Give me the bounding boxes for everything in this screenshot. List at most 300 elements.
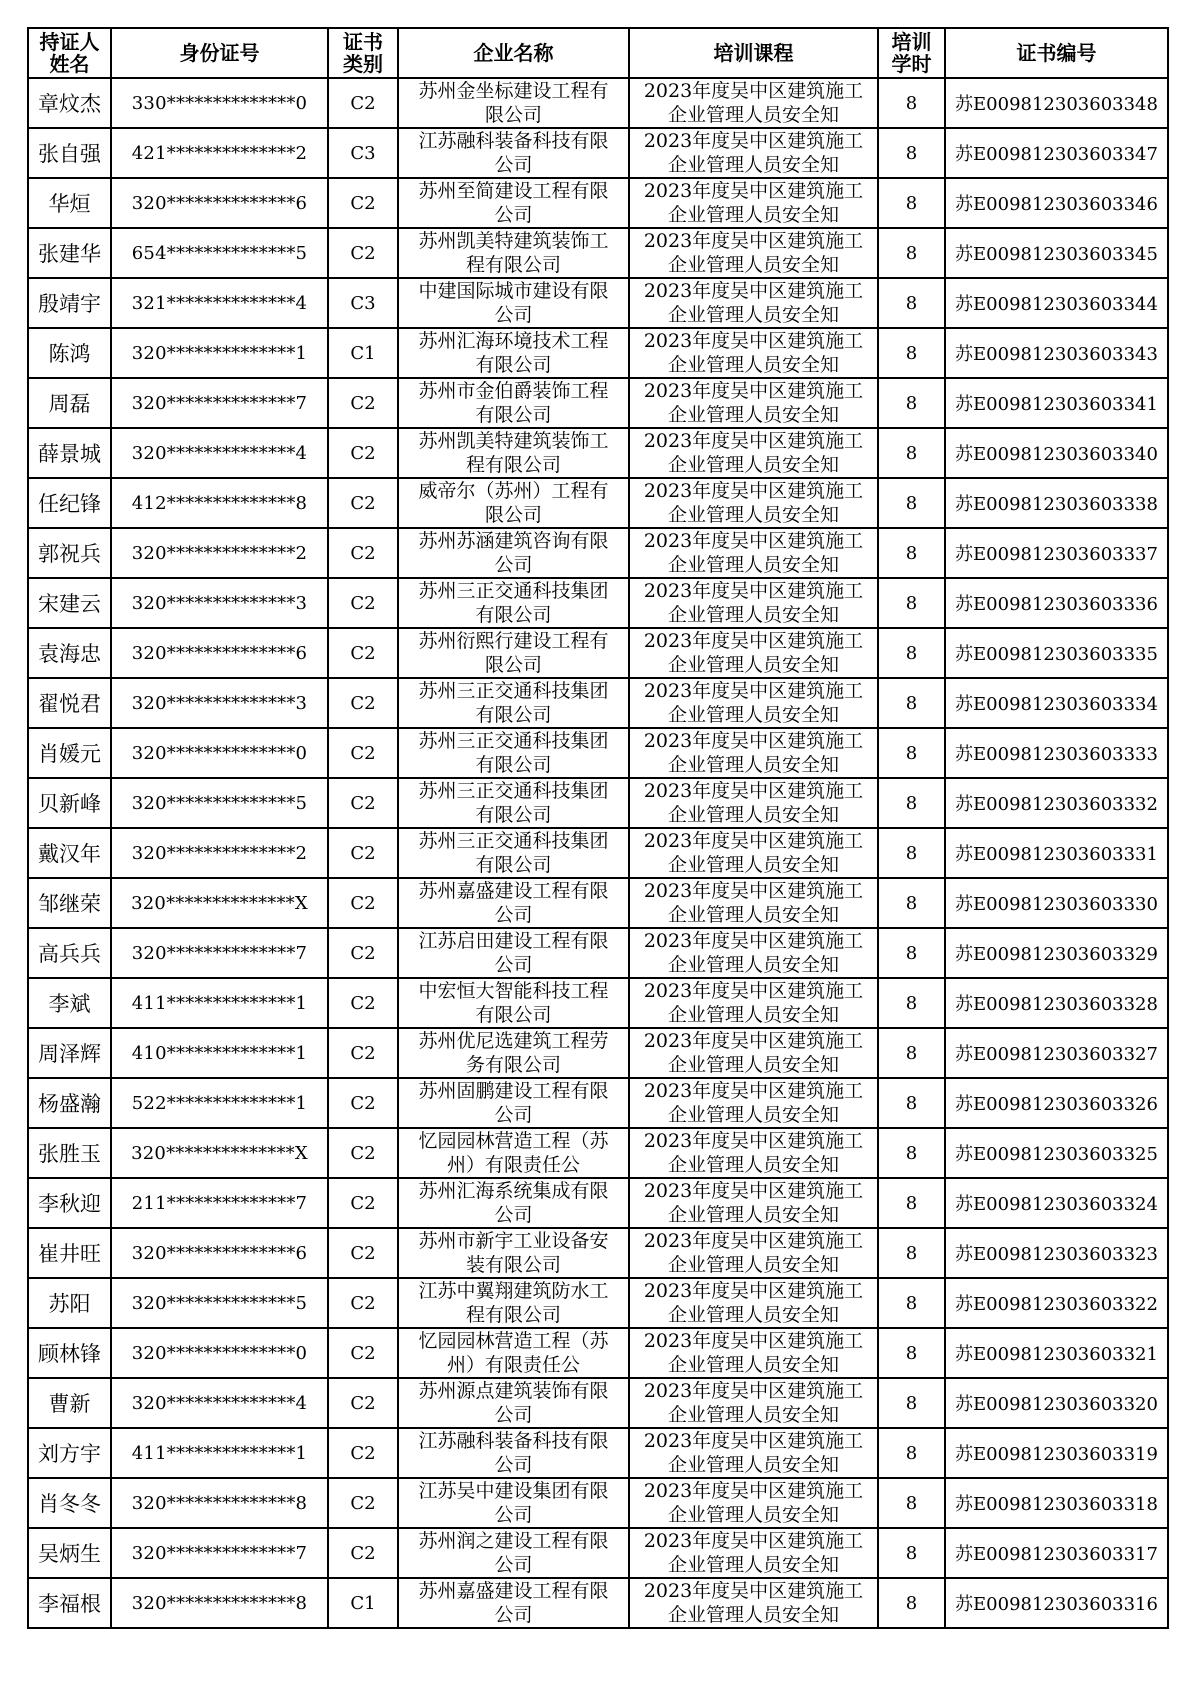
course-text: 2023年度吴中区建筑施工企业管理人员安全知 bbox=[643, 80, 864, 126]
course-text: 2023年度吴中区建筑施工企业管理人员安全知 bbox=[643, 1130, 864, 1176]
cell-certno: 苏E009812303603322 bbox=[945, 1278, 1168, 1328]
cell-certno: 苏E009812303603321 bbox=[945, 1328, 1168, 1378]
cell-type: C1 bbox=[328, 328, 398, 378]
cell-certno: 苏E009812303603336 bbox=[945, 578, 1168, 628]
cell-type: C2 bbox=[328, 1228, 398, 1278]
cell-name: 陈鸿 bbox=[28, 328, 111, 378]
cell-name: 殷靖宇 bbox=[28, 278, 111, 328]
cell-company bbox=[398, 828, 629, 878]
course-text: 2023年度吴中区建筑施工企业管理人员安全知 bbox=[643, 630, 864, 676]
cell-company bbox=[398, 1228, 629, 1278]
course-text: 2023年度吴中区建筑施工企业管理人员安全知 bbox=[643, 580, 864, 626]
cell-company bbox=[398, 1328, 629, 1378]
cell-certno: 苏E009812303603323 bbox=[945, 1228, 1168, 1278]
table-row bbox=[28, 328, 1168, 378]
cell-certno: 苏E009812303603335 bbox=[945, 628, 1168, 678]
cell-course bbox=[629, 1578, 878, 1628]
cell-certno: 苏E009812303603319 bbox=[945, 1428, 1168, 1478]
header-row bbox=[28, 28, 1168, 78]
cell-name: 高兵兵 bbox=[28, 928, 111, 978]
course-text: 2023年度吴中区建筑施工企业管理人员安全知 bbox=[643, 1280, 864, 1326]
company-text: 苏州嘉盛建设工程有限公司 bbox=[418, 880, 609, 926]
cell-type: C2 bbox=[328, 78, 398, 128]
cell-type: C2 bbox=[328, 578, 398, 628]
cell-hours: 8 bbox=[878, 1278, 945, 1328]
cell-company bbox=[398, 778, 629, 828]
table-row bbox=[28, 1128, 1168, 1178]
company-text: 忆园园林营造工程（苏州）有限责任公 bbox=[418, 1130, 609, 1176]
cell-company bbox=[398, 328, 629, 378]
course-text: 2023年度吴中区建筑施工企业管理人员安全知 bbox=[643, 430, 864, 476]
cell-company bbox=[398, 1128, 629, 1178]
header-id: 身份证号 bbox=[111, 28, 328, 78]
company-text: 苏州苏涵建筑咨询有限公司 bbox=[418, 530, 609, 576]
cell-hours: 8 bbox=[878, 278, 945, 328]
cell-name: 苏阳 bbox=[28, 1278, 111, 1328]
cell-type: C2 bbox=[328, 1178, 398, 1228]
cell-type: C2 bbox=[328, 1528, 398, 1578]
cell-course bbox=[629, 278, 878, 328]
cell-hours: 8 bbox=[878, 128, 945, 178]
header-company: 企业名称 bbox=[398, 28, 629, 78]
cell-certno: 苏E009812303603316 bbox=[945, 1578, 1168, 1628]
company-text: 苏州三正交通科技集团有限公司 bbox=[418, 580, 609, 626]
cell-name: 崔井旺 bbox=[28, 1228, 111, 1278]
cell-type: C2 bbox=[328, 978, 398, 1028]
cell-id: 320**************4 bbox=[111, 428, 328, 478]
cell-name: 李斌 bbox=[28, 978, 111, 1028]
company-text: 苏州三正交通科技集团有限公司 bbox=[418, 680, 609, 726]
company-text: 江苏吴中建设集团有限公司 bbox=[418, 1480, 609, 1526]
cell-hours: 8 bbox=[878, 728, 945, 778]
cell-hours: 8 bbox=[878, 378, 945, 428]
cell-name: 华烜 bbox=[28, 178, 111, 228]
cell-type: C2 bbox=[328, 1028, 398, 1078]
table-row bbox=[28, 628, 1168, 678]
course-text: 2023年度吴中区建筑施工企业管理人员安全知 bbox=[643, 830, 864, 876]
cell-name: 曹新 bbox=[28, 1378, 111, 1428]
table-row bbox=[28, 378, 1168, 428]
cell-hours: 8 bbox=[878, 1378, 945, 1428]
cell-certno: 苏E009812303603344 bbox=[945, 278, 1168, 328]
company-text: 苏州汇海系统集成有限公司 bbox=[418, 1180, 609, 1226]
cell-course bbox=[629, 528, 878, 578]
cell-certno: 苏E009812303603327 bbox=[945, 1028, 1168, 1078]
cell-type: C3 bbox=[328, 278, 398, 328]
cell-type: C2 bbox=[328, 1378, 398, 1428]
cell-certno: 苏E009812303603337 bbox=[945, 528, 1168, 578]
company-text: 苏州凯美特建筑装饰工程有限公司 bbox=[418, 230, 609, 276]
cell-id: 320**************6 bbox=[111, 1228, 328, 1278]
cell-company bbox=[398, 978, 629, 1028]
course-text: 2023年度吴中区建筑施工企业管理人员安全知 bbox=[643, 980, 864, 1026]
cell-course bbox=[629, 778, 878, 828]
cell-name: 郭祝兵 bbox=[28, 528, 111, 578]
cell-course bbox=[629, 1528, 878, 1578]
cell-certno: 苏E009812303603332 bbox=[945, 778, 1168, 828]
cell-company bbox=[398, 728, 629, 778]
table-row bbox=[28, 778, 1168, 828]
cell-company bbox=[398, 528, 629, 578]
cell-hours: 8 bbox=[878, 1078, 945, 1128]
cell-company bbox=[398, 178, 629, 228]
cell-type: C2 bbox=[328, 878, 398, 928]
cell-company bbox=[398, 628, 629, 678]
cell-hours: 8 bbox=[878, 1528, 945, 1578]
table-row bbox=[28, 878, 1168, 928]
cell-id: 320**************X bbox=[111, 878, 328, 928]
table-row bbox=[28, 478, 1168, 528]
company-text: 江苏融科装备科技有限公司 bbox=[418, 1430, 609, 1476]
course-text: 2023年度吴中区建筑施工企业管理人员安全知 bbox=[643, 1480, 864, 1526]
certificate-table bbox=[27, 27, 1169, 1629]
cell-course bbox=[629, 928, 878, 978]
cell-hours: 8 bbox=[878, 578, 945, 628]
course-text: 2023年度吴中区建筑施工企业管理人员安全知 bbox=[643, 1580, 864, 1626]
table-row bbox=[28, 1578, 1168, 1628]
table-row bbox=[28, 178, 1168, 228]
cell-company bbox=[398, 928, 629, 978]
cell-id: 320**************7 bbox=[111, 928, 328, 978]
table-row bbox=[28, 428, 1168, 478]
company-text: 忆园园林营造工程（苏州）有限责任公 bbox=[418, 1330, 609, 1376]
cell-id: 411**************1 bbox=[111, 978, 328, 1028]
header-certno: 证书编号 bbox=[945, 28, 1168, 78]
cell-certno: 苏E009812303603348 bbox=[945, 78, 1168, 128]
cell-hours: 8 bbox=[878, 1128, 945, 1178]
cell-hours: 8 bbox=[878, 878, 945, 928]
cell-hours: 8 bbox=[878, 1478, 945, 1528]
table-row bbox=[28, 928, 1168, 978]
cell-certno: 苏E009812303603318 bbox=[945, 1478, 1168, 1528]
table-row bbox=[28, 1328, 1168, 1378]
cell-type: C2 bbox=[328, 828, 398, 878]
course-text: 2023年度吴中区建筑施工企业管理人员安全知 bbox=[643, 930, 864, 976]
cell-name: 肖媛元 bbox=[28, 728, 111, 778]
company-text: 苏州三正交通科技集团有限公司 bbox=[418, 730, 609, 776]
cell-hours: 8 bbox=[878, 78, 945, 128]
cell-id: 320**************7 bbox=[111, 1528, 328, 1578]
cell-course bbox=[629, 1428, 878, 1478]
cell-name: 宋建云 bbox=[28, 578, 111, 628]
cell-id: 320**************8 bbox=[111, 1578, 328, 1628]
company-text: 苏州至简建设工程有限公司 bbox=[418, 180, 609, 226]
cell-id: 320**************5 bbox=[111, 1278, 328, 1328]
cell-type: C2 bbox=[328, 178, 398, 228]
cell-hours: 8 bbox=[878, 328, 945, 378]
cell-type: C2 bbox=[328, 1428, 398, 1478]
cell-company bbox=[398, 1478, 629, 1528]
table-row bbox=[28, 78, 1168, 128]
cell-hours: 8 bbox=[878, 178, 945, 228]
cell-id: 320**************0 bbox=[111, 1328, 328, 1378]
cell-certno: 苏E009812303603343 bbox=[945, 328, 1168, 378]
cell-name: 翟悦君 bbox=[28, 678, 111, 728]
cell-id: 330**************0 bbox=[111, 78, 328, 128]
course-text: 2023年度吴中区建筑施工企业管理人员安全知 bbox=[643, 130, 864, 176]
company-text: 苏州源点建筑装饰有限公司 bbox=[418, 1380, 609, 1426]
table-row bbox=[28, 978, 1168, 1028]
cell-hours: 8 bbox=[878, 1328, 945, 1378]
cell-company bbox=[398, 1178, 629, 1228]
cell-course bbox=[629, 978, 878, 1028]
table-row bbox=[28, 1528, 1168, 1578]
cell-course bbox=[629, 1278, 878, 1328]
cell-name: 刘方宇 bbox=[28, 1428, 111, 1478]
cell-id: 320**************3 bbox=[111, 678, 328, 728]
table-row bbox=[28, 1428, 1168, 1478]
cell-certno: 苏E009812303603331 bbox=[945, 828, 1168, 878]
company-text: 苏州市金伯爵装饰工程有限公司 bbox=[418, 380, 609, 426]
cell-hours: 8 bbox=[878, 1228, 945, 1278]
cell-company bbox=[398, 1028, 629, 1078]
cell-hours: 8 bbox=[878, 678, 945, 728]
cell-type: C2 bbox=[328, 228, 398, 278]
cell-hours: 8 bbox=[878, 1428, 945, 1478]
cell-type: C2 bbox=[328, 1328, 398, 1378]
cell-company bbox=[398, 378, 629, 428]
cell-company bbox=[398, 478, 629, 528]
cell-hours: 8 bbox=[878, 478, 945, 528]
course-text: 2023年度吴中区建筑施工企业管理人员安全知 bbox=[643, 1330, 864, 1376]
cell-hours: 8 bbox=[878, 428, 945, 478]
cell-type: C2 bbox=[328, 478, 398, 528]
cell-hours: 8 bbox=[878, 1178, 945, 1228]
course-text: 2023年度吴中区建筑施工企业管理人员安全知 bbox=[643, 180, 864, 226]
cell-company bbox=[398, 128, 629, 178]
cell-course bbox=[629, 328, 878, 378]
cell-certno: 苏E009812303603334 bbox=[945, 678, 1168, 728]
cell-hours: 8 bbox=[878, 778, 945, 828]
cell-type: C2 bbox=[328, 1128, 398, 1178]
cell-certno: 苏E009812303603325 bbox=[945, 1128, 1168, 1178]
cell-name: 顾林锋 bbox=[28, 1328, 111, 1378]
course-text: 2023年度吴中区建筑施工企业管理人员安全知 bbox=[643, 330, 864, 376]
cell-name: 张自强 bbox=[28, 128, 111, 178]
cell-name: 周磊 bbox=[28, 378, 111, 428]
cell-certno: 苏E009812303603347 bbox=[945, 128, 1168, 178]
table-row bbox=[28, 228, 1168, 278]
cell-type: C3 bbox=[328, 128, 398, 178]
cell-company bbox=[398, 578, 629, 628]
cell-certno: 苏E009812303603317 bbox=[945, 1528, 1168, 1578]
course-text: 2023年度吴中区建筑施工企业管理人员安全知 bbox=[643, 1380, 864, 1426]
company-text: 苏州凯美特建筑装饰工程有限公司 bbox=[418, 430, 609, 476]
cell-id: 320**************7 bbox=[111, 378, 328, 428]
table-header bbox=[28, 28, 1168, 78]
company-text: 苏州金坐标建设工程有限公司 bbox=[418, 80, 609, 126]
cell-name: 邹继荣 bbox=[28, 878, 111, 928]
cell-id: 522**************1 bbox=[111, 1078, 328, 1128]
cell-name: 袁海忠 bbox=[28, 628, 111, 678]
cell-type: C2 bbox=[328, 1478, 398, 1528]
course-text: 2023年度吴中区建筑施工企业管理人员安全知 bbox=[643, 1430, 864, 1476]
cell-course bbox=[629, 228, 878, 278]
course-text: 2023年度吴中区建筑施工企业管理人员安全知 bbox=[643, 880, 864, 926]
cell-id: 211**************7 bbox=[111, 1178, 328, 1228]
table-row bbox=[28, 1228, 1168, 1278]
header-hours: 培训学时 bbox=[878, 28, 945, 78]
cell-company bbox=[398, 278, 629, 328]
cell-type: C2 bbox=[328, 678, 398, 728]
cell-type: C2 bbox=[328, 428, 398, 478]
cell-course bbox=[629, 428, 878, 478]
table-row bbox=[28, 1378, 1168, 1428]
cell-id: 321**************4 bbox=[111, 278, 328, 328]
cell-name: 李福根 bbox=[28, 1578, 111, 1628]
table-row bbox=[28, 1178, 1168, 1228]
cell-type: C2 bbox=[328, 378, 398, 428]
cell-name: 薛景城 bbox=[28, 428, 111, 478]
cell-type: C2 bbox=[328, 928, 398, 978]
cell-id: 320**************6 bbox=[111, 628, 328, 678]
course-text: 2023年度吴中区建筑施工企业管理人员安全知 bbox=[643, 280, 864, 326]
cell-type: C2 bbox=[328, 528, 398, 578]
cell-company bbox=[398, 1278, 629, 1328]
company-text: 苏州汇海环境技术工程有限公司 bbox=[418, 330, 609, 376]
cell-id: 320**************8 bbox=[111, 1478, 328, 1528]
company-text: 苏州市新宇工业设备安装有限公司 bbox=[418, 1230, 609, 1276]
table-row bbox=[28, 1028, 1168, 1078]
cell-company bbox=[398, 228, 629, 278]
cell-hours: 8 bbox=[878, 928, 945, 978]
company-text: 苏州衍熙行建设工程有限公司 bbox=[418, 630, 609, 676]
table-row bbox=[28, 578, 1168, 628]
cell-id: 320**************0 bbox=[111, 728, 328, 778]
company-text: 中宏恒大智能科技工程有限公司 bbox=[418, 980, 609, 1026]
cell-course bbox=[629, 1478, 878, 1528]
cell-course bbox=[629, 1328, 878, 1378]
cell-certno: 苏E009812303603320 bbox=[945, 1378, 1168, 1428]
cell-certno: 苏E009812303603341 bbox=[945, 378, 1168, 428]
cell-id: 320**************6 bbox=[111, 178, 328, 228]
cell-hours: 8 bbox=[878, 528, 945, 578]
cell-course bbox=[629, 1178, 878, 1228]
cell-company bbox=[398, 1528, 629, 1578]
cell-course bbox=[629, 728, 878, 778]
table-row bbox=[28, 128, 1168, 178]
cell-type: C2 bbox=[328, 1278, 398, 1328]
cell-hours: 8 bbox=[878, 228, 945, 278]
cell-certno: 苏E009812303603340 bbox=[945, 428, 1168, 478]
company-text: 威帝尔（苏州）工程有限公司 bbox=[418, 480, 609, 526]
cell-name: 贝新峰 bbox=[28, 778, 111, 828]
course-text: 2023年度吴中区建筑施工企业管理人员安全知 bbox=[643, 230, 864, 276]
table-row bbox=[28, 828, 1168, 878]
cell-hours: 8 bbox=[878, 978, 945, 1028]
cell-course bbox=[629, 178, 878, 228]
cell-type: C1 bbox=[328, 1578, 398, 1628]
cell-type: C2 bbox=[328, 628, 398, 678]
cell-company bbox=[398, 1578, 629, 1628]
cell-id: 320**************X bbox=[111, 1128, 328, 1178]
cell-id: 410**************1 bbox=[111, 1028, 328, 1078]
cell-name: 李秋迎 bbox=[28, 1178, 111, 1228]
cell-company bbox=[398, 1428, 629, 1478]
table-row bbox=[28, 1278, 1168, 1328]
cell-id: 320**************2 bbox=[111, 528, 328, 578]
company-text: 苏州三正交通科技集团有限公司 bbox=[418, 780, 609, 826]
company-text: 苏州三正交通科技集团有限公司 bbox=[418, 830, 609, 876]
cell-certno: 苏E009812303603345 bbox=[945, 228, 1168, 278]
cell-certno: 苏E009812303603329 bbox=[945, 928, 1168, 978]
cell-id: 421**************2 bbox=[111, 128, 328, 178]
cell-course bbox=[629, 578, 878, 628]
cell-name: 周泽辉 bbox=[28, 1028, 111, 1078]
cell-certno: 苏E009812303603330 bbox=[945, 878, 1168, 928]
course-text: 2023年度吴中区建筑施工企业管理人员安全知 bbox=[643, 1530, 864, 1576]
cell-course bbox=[629, 128, 878, 178]
course-text: 2023年度吴中区建筑施工企业管理人员安全知 bbox=[643, 380, 864, 426]
cell-name: 戴汉年 bbox=[28, 828, 111, 878]
table-row bbox=[28, 678, 1168, 728]
course-text: 2023年度吴中区建筑施工企业管理人员安全知 bbox=[643, 680, 864, 726]
cell-company bbox=[398, 428, 629, 478]
course-text: 2023年度吴中区建筑施工企业管理人员安全知 bbox=[643, 780, 864, 826]
cell-course bbox=[629, 78, 878, 128]
cell-certno: 苏E009812303603333 bbox=[945, 728, 1168, 778]
cell-name: 章炆杰 bbox=[28, 78, 111, 128]
table-row bbox=[28, 728, 1168, 778]
table-row bbox=[28, 278, 1168, 328]
company-text: 江苏启田建设工程有限公司 bbox=[418, 930, 609, 976]
cell-name: 张胜玉 bbox=[28, 1128, 111, 1178]
table-row bbox=[28, 528, 1168, 578]
header-course: 培训课程 bbox=[629, 28, 878, 78]
company-text: 中建国际城市建设有限公司 bbox=[418, 280, 609, 326]
cell-course bbox=[629, 828, 878, 878]
cell-course bbox=[629, 1378, 878, 1428]
cell-company bbox=[398, 78, 629, 128]
company-text: 江苏中翼翔建筑防水工程有限公司 bbox=[418, 1280, 609, 1326]
cell-id: 320**************5 bbox=[111, 778, 328, 828]
cell-hours: 8 bbox=[878, 1578, 945, 1628]
cell-course bbox=[629, 1128, 878, 1178]
company-text: 苏州润之建设工程有限公司 bbox=[418, 1530, 609, 1576]
cell-certno: 苏E009812303603338 bbox=[945, 478, 1168, 528]
cell-type: C2 bbox=[328, 778, 398, 828]
cell-type: C2 bbox=[328, 728, 398, 778]
cell-id: 320**************1 bbox=[111, 328, 328, 378]
cell-course bbox=[629, 1028, 878, 1078]
course-text: 2023年度吴中区建筑施工企业管理人员安全知 bbox=[643, 1080, 864, 1126]
cell-company bbox=[398, 878, 629, 928]
cell-course bbox=[629, 1078, 878, 1128]
cell-hours: 8 bbox=[878, 628, 945, 678]
cell-name: 杨盛瀚 bbox=[28, 1078, 111, 1128]
course-text: 2023年度吴中区建筑施工企业管理人员安全知 bbox=[643, 530, 864, 576]
company-text: 江苏融科装备科技有限公司 bbox=[418, 130, 609, 176]
cell-course bbox=[629, 678, 878, 728]
course-text: 2023年度吴中区建筑施工企业管理人员安全知 bbox=[643, 1230, 864, 1276]
cell-name: 任纪锋 bbox=[28, 478, 111, 528]
header-name: 持证人姓名 bbox=[28, 28, 111, 78]
cell-course bbox=[629, 878, 878, 928]
cell-company bbox=[398, 1078, 629, 1128]
cell-id: 320**************3 bbox=[111, 578, 328, 628]
cell-certno: 苏E009812303603328 bbox=[945, 978, 1168, 1028]
table-body bbox=[28, 78, 1168, 1628]
cell-course bbox=[629, 628, 878, 678]
course-text: 2023年度吴中区建筑施工企业管理人员安全知 bbox=[643, 1030, 864, 1076]
cell-certno: 苏E009812303603324 bbox=[945, 1178, 1168, 1228]
company-text: 苏州固鹏建设工程有限公司 bbox=[418, 1080, 609, 1126]
cell-course bbox=[629, 1228, 878, 1278]
cell-id: 320**************2 bbox=[111, 828, 328, 878]
course-text: 2023年度吴中区建筑施工企业管理人员安全知 bbox=[643, 730, 864, 776]
company-text: 苏州嘉盛建设工程有限公司 bbox=[418, 1580, 609, 1626]
cell-certno: 苏E009812303603326 bbox=[945, 1078, 1168, 1128]
